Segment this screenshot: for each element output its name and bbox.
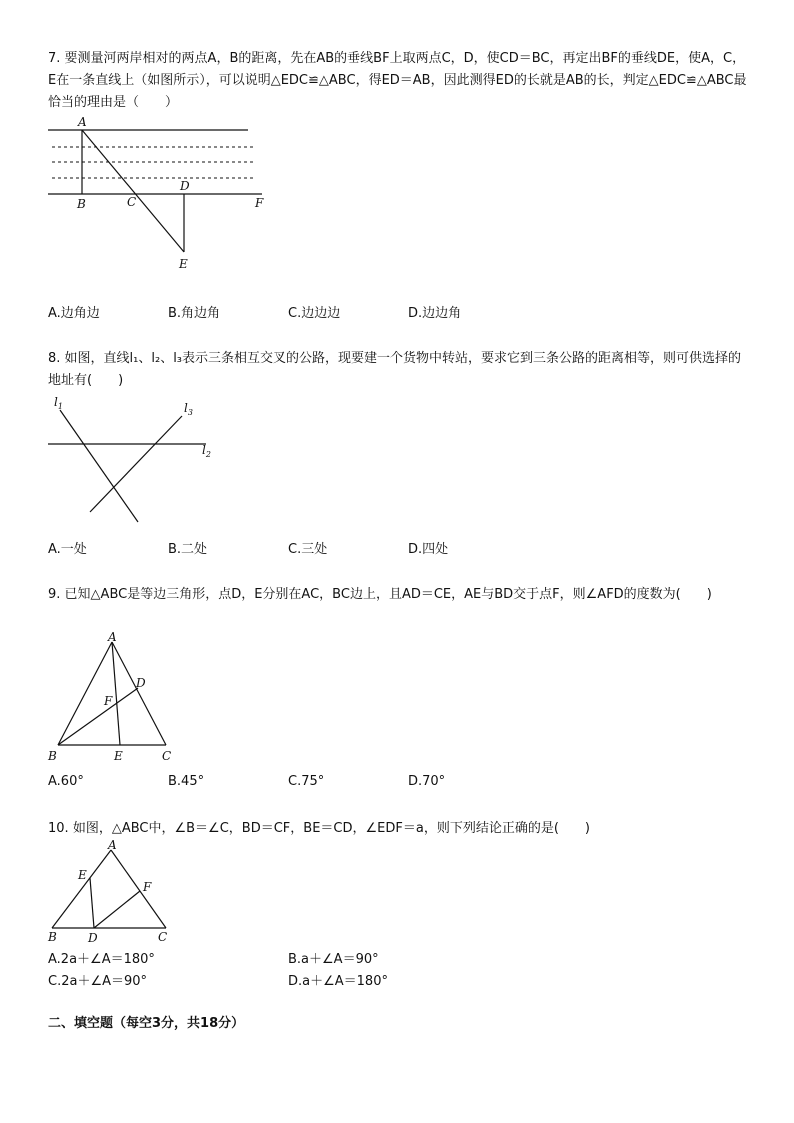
option-d[interactable]: D.四处 [408,542,449,557]
question-7 [48,48,748,114]
label-D: D [136,676,146,690]
option-a[interactable]: A.一处 [48,542,87,557]
option-a[interactable]: A.2a＋∠A＝180° [48,952,155,967]
label-D: D [180,179,190,193]
figure-equilateral-triangle [44,628,184,768]
option-c[interactable]: C.三处 [288,542,328,557]
label-F: F [143,880,152,894]
question-7-text [48,48,748,114]
label-l1: $l_1$ [54,395,63,411]
figure-river-measurement [44,112,274,277]
question-8-options [48,538,748,558]
question-9-text [48,584,748,606]
option-d[interactable]: D.边边角 [408,306,462,321]
question-9 [48,584,748,606]
question-7-options [48,302,748,322]
question-9-options [48,774,748,794]
question-8-text [48,348,748,392]
question-8 [48,348,748,392]
label-E: E [78,868,87,882]
question-7-stem: 要测量河两岸相对的两点A，B的距离，先在AB的垂线BF上取两点C，D，使CD＝BC，再定出BF的垂线DE，使A，C，E在一条直线上（如图所示），可以说明△EDC≌△ABC，得ED＝AB，因此测得ED的长就是AB的长，判定△EDC≌△ABC最恰当的理由是（ ） [48,51,747,110]
figure-isosceles-triangle [44,836,184,946]
question-9-stem: 已知△ABC是等边三角形，点D，E分别在AC，BC边上，且AD＝CE，AE与BD交于点F，则∠AFD的度数为( ) [64,587,712,602]
label-F: F [104,694,113,708]
question-8-stem: 如图，直线l₁、l₂、l₃表示三条相互交叉的公路，现要建一个货物中转站，要求它到三条公路的距离相等，则可供选择的地址有( ) [48,351,742,388]
label-E: E [179,257,188,271]
option-b[interactable]: B.a＋∠A＝90° [288,952,379,967]
option-b[interactable]: B.45° [168,774,205,789]
question-9-number: 9. [48,587,61,602]
question-10-number: 10. [48,821,69,836]
label-C: C [127,195,137,209]
label-A: A [78,115,87,129]
label-C: C [162,749,172,763]
question-7-number: 7. [48,51,61,66]
label-C: C [158,930,168,944]
label-A: A [108,838,117,852]
question-10-stem: 如图，△ABC中，∠B＝∠C，BD＝CF，BE＝CD，∠EDF＝a，则下列结论正确的是( ) [72,821,590,836]
label-F: F [255,196,264,210]
label-l2: $l_2$ [202,443,211,459]
label-A: A [108,630,117,644]
question-10-options-row-1 [48,948,748,968]
option-d[interactable]: D.a＋∠A＝180° [288,974,388,989]
label-B: B [48,930,57,944]
option-a[interactable]: A.边角边 [48,306,100,321]
option-b[interactable]: B.二处 [168,542,208,557]
question-8-number: 8. [48,351,61,366]
label-E: E [114,749,123,763]
label-l3: $l_3$ [184,401,193,417]
label-B: B [48,749,57,763]
section-title-fill-in: 二、填空题（每空3分，共18分） [48,1016,245,1031]
question-10-options-row-2 [48,970,748,990]
label-D: D [88,931,98,945]
option-a[interactable]: A.60° [48,774,84,789]
option-c[interactable]: C.75° [288,774,325,789]
figure-three-roads [44,392,224,527]
option-c[interactable]: C.边边边 [288,306,341,321]
option-b[interactable]: B.角边角 [168,306,221,321]
option-d[interactable]: D.70° [408,774,446,789]
option-c[interactable]: C.2a＋∠A＝90° [48,974,148,989]
label-B: B [77,197,86,211]
